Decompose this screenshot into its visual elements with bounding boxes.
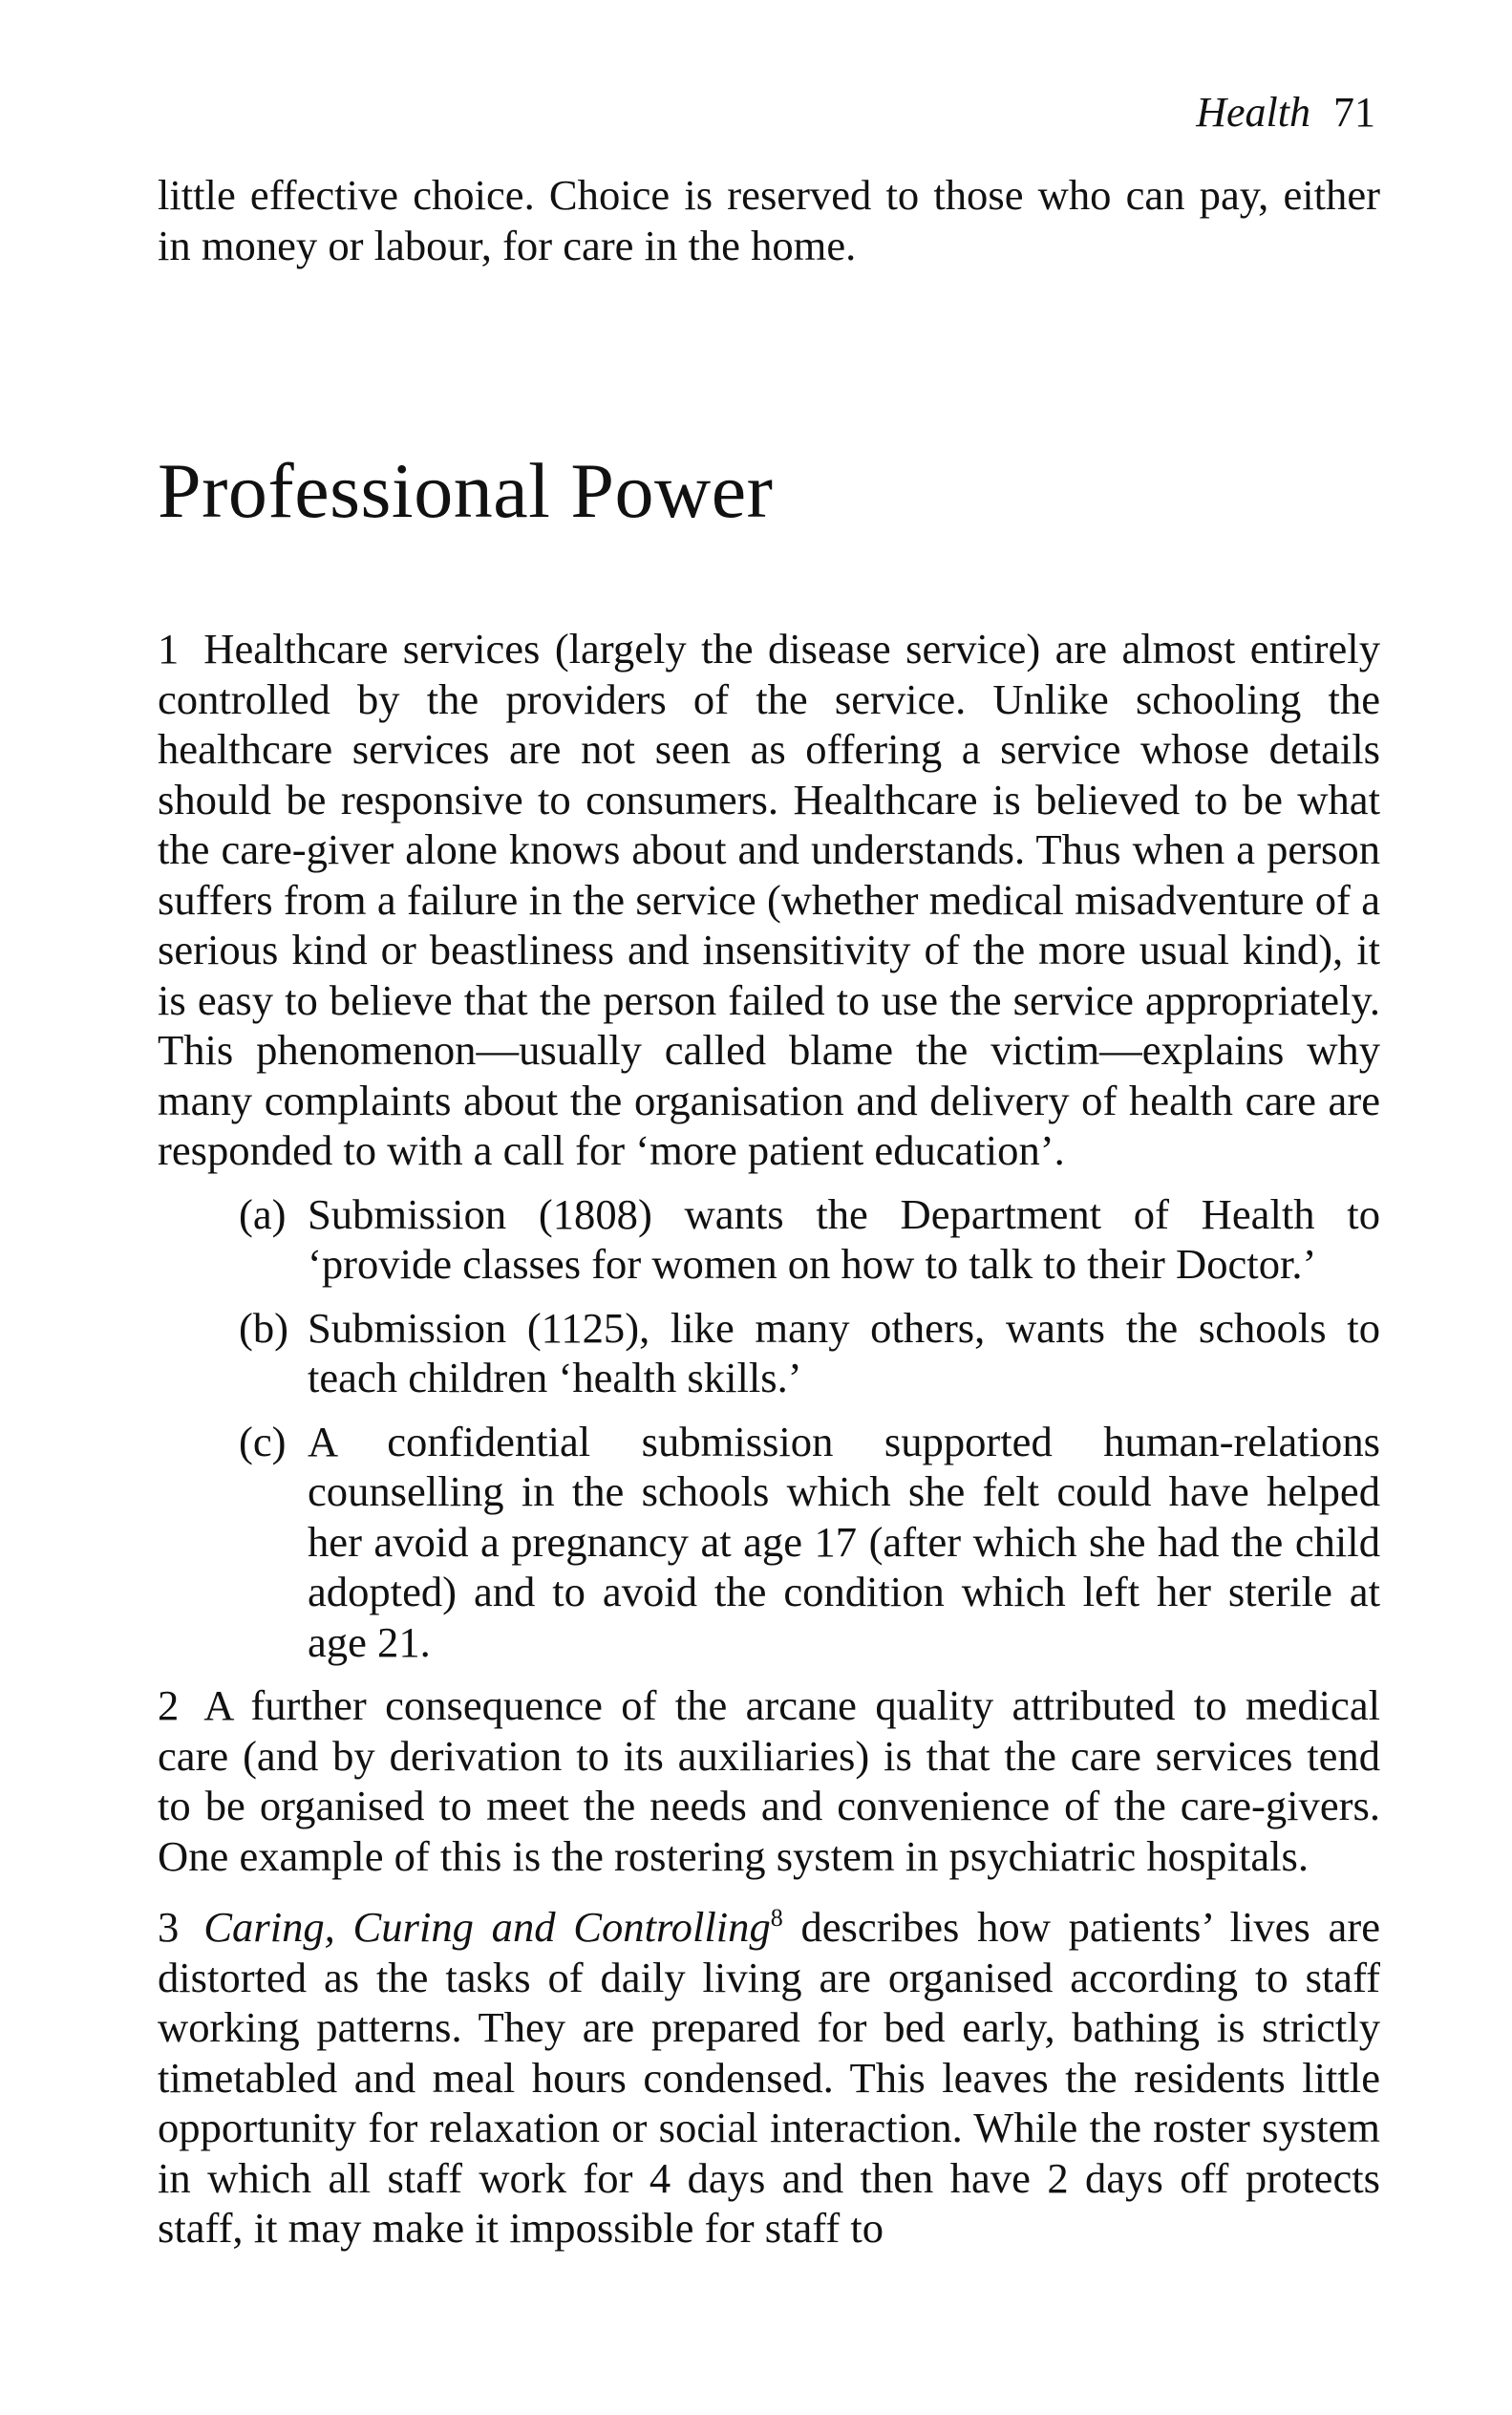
paragraph-3: [158, 1902, 1380, 2254]
list-item-a: [158, 1189, 1380, 1290]
paragraph-1: [158, 624, 1380, 1176]
running-title: Health: [1196, 89, 1310, 136]
paragraph-number: 2: [158, 1681, 180, 1729]
list-item-label: (a): [239, 1189, 287, 1238]
list-item-c: [158, 1417, 1380, 1668]
list-item-label: (c): [239, 1417, 287, 1465]
paragraph-2: [158, 1680, 1380, 1881]
list-item-label: (b): [239, 1303, 288, 1352]
running-head: [1196, 89, 1375, 136]
list-item-text: Submission (1125), like many others, wants the schools to teach children ‘health skills.’: [308, 1303, 1380, 1401]
list-item-text: A confidential submission supported human-relations counselling in the schools which she felt could have helped her avoid a pregnancy at age 17 (after which she had the child adopted) and to avoid the condition which left her sterile at age 21.: [308, 1417, 1380, 1666]
list-item-b: [158, 1303, 1380, 1403]
paragraph-number: 1: [158, 625, 180, 673]
footnote-marker: 8: [770, 1904, 783, 1933]
body-text: [158, 170, 1380, 2254]
paragraph-number: 3: [158, 1903, 180, 1951]
paragraph-text: describes how patients’ lives are distorted as the tasks of daily living are organised according to staff working patterns. They are prepared for bed early, bathing is strictly timetabled and meal hours condensed. This leaves the residents little opportunity for relaxation or social interaction. While the roster system in which all staff work for 4 days and then have 2 days off protects staff, it may make it impossible for staff to: [158, 1903, 1380, 2252]
lead-paragraph: little effective choice. Choice is reserved to those who can pay, either in money or labour, for care in the home.: [158, 171, 1380, 269]
list-item-text: Submission (1808) wants the Department of Health to ‘provide classes for women on how to talk to their Doctor.’: [308, 1189, 1380, 1288]
paragraph-text: A further consequence of the arcane quality attributed to medical care (and by derivation to its auxiliaries) is that the care services tend to be organised to meet the needs and convenience of the care-givers. One example of this is the rostering system in psychiatric hospitals.: [158, 1681, 1380, 1880]
paragraph-text: Healthcare services (largely the disease service) are almost entirely controlled by the providers of the service. Unlike schooling the healthcare services are not seen as offering a service whose details should be responsive to consumers. Healthcare is believed to be what the care-giver alone knows about and understands. Thus when a person suffers from a failure in the service (whether medical misadventure of a serious kind or beastliness and insensitivity of the more usual kind), it is easy to believe that the person failed to use the service appropriately. This phenomenon—usually called blame the victim—explains why many complaints about the organisation and delivery of health care are responded to with a call for ‘more patient education’.: [158, 625, 1380, 1174]
page-number: 71: [1333, 89, 1375, 136]
section-heading: Professional Power: [158, 447, 774, 534]
book-title: Caring, Curing and Controlling: [203, 1903, 771, 1951]
